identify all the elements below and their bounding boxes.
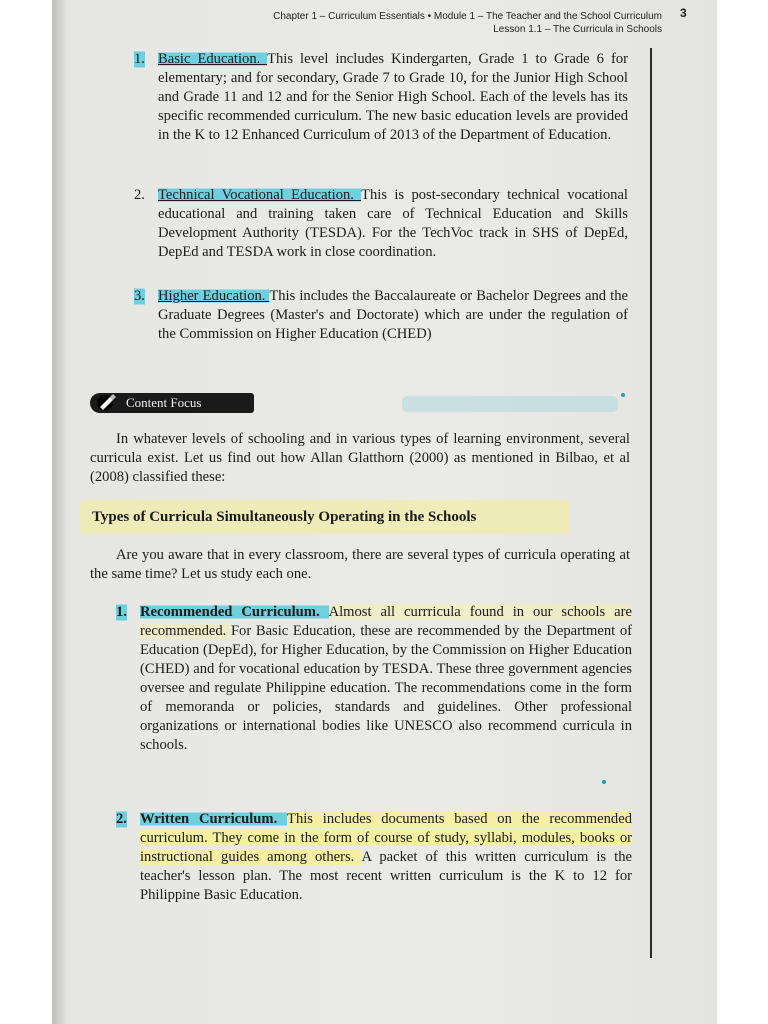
margin-rule	[650, 48, 652, 958]
ink-spot	[621, 393, 625, 397]
level-technical-vocational	[134, 186, 628, 262]
level-number: 3.	[134, 288, 145, 304]
level-basic-education	[134, 50, 628, 145]
level-term: Technical Vocational Education.	[158, 187, 362, 203]
section-heading: Types of Curricula Simultaneously Operating in the Schools	[92, 509, 477, 525]
content-focus-label: Content Focus	[126, 395, 202, 410]
level-number: 1.	[134, 51, 145, 67]
level-text: This includes the Baccalaureate or Bachelor Degrees and the Graduate Degrees (Master's and Doctorate) which are under the regulation of the Commission on Higher Education (CHED)	[158, 288, 629, 342]
level-higher-education	[134, 287, 629, 344]
running-head-line2: Lesson 1.1 – The Curricula in Schools	[493, 24, 662, 35]
type-written-curriculum	[116, 810, 632, 905]
level-term: Higher Education.	[158, 288, 270, 304]
type-highlighted-text: This includes documents based on the recommended curriculum. They come in the form of course of study, syllabi, modules, books or instructional guides among others.	[140, 811, 632, 865]
type-term: Recommended Curriculum.	[140, 604, 329, 620]
page-shadow	[52, 0, 66, 1024]
scanned-page	[52, 0, 717, 1024]
level-text: This is post-secondary technical vocational educational and training taken care of Technical Education and Skills Development Authority (TESDA). For the TechVoc track in SHS of DepEd, DepEd and TESDA work in close coordination.	[158, 187, 628, 260]
type-text: For Basic Education, these are recommended by the Department of Education (DepEd), for Higher Education, by the Commission on Higher Education (CHED) and for vocational education by TESDA. These three government agencies oversee and regulate Philippine education. The recommendations come in the form of memoranda or policies, standards and guidelines. Other professional organizations or international bodies like UNESCO also recommend curricula in schools.	[140, 623, 632, 753]
type-number: 1.	[116, 604, 127, 620]
ink-spot	[602, 780, 606, 784]
content-focus-intro: In whatever levels of schooling and in various types of learning environment, several curricula exist. Let us find out how Allan Glatthorn (2000) as mentioned in Bilbao, et al (2008) classified these:	[90, 431, 630, 485]
type-text: A packet of this written curriculum is the teacher's lesson plan. The most recent written curriculum is the K to 12 for Philippine Basic Education.	[140, 849, 632, 903]
level-text: This level includes Kindergarten, Grade 1 to Grade 6 for elementary; and for secondary, Grade 7 to Grade 10, for the Junior High School and Grade 11 and 12 and for the Senior High School. Each of the levels has its specific recommended curriculum. The new basic education levels are provided in the K to 12 Enhanced Curriculum of 2013 of the Department of Education.	[158, 51, 628, 143]
content-focus-tag	[90, 393, 254, 413]
running-head-line1: Chapter 1 – Curriculum Essentials • Module 1 – The Teacher and the School Curriculum	[273, 11, 662, 22]
running-head	[172, 10, 662, 36]
page-number: 3	[680, 6, 687, 20]
type-highlighted-text: Almost all currricula found in our schools are recommended.	[140, 604, 632, 639]
pencil-icon	[96, 394, 120, 412]
type-term: Written Curriculum.	[140, 811, 288, 827]
highlighter-mark	[402, 396, 618, 412]
level-term: Basic Education.	[158, 51, 268, 67]
level-number: 2.	[134, 187, 145, 203]
type-number: 2.	[116, 811, 127, 827]
section-intro: Are you aware that in every classroom, there are several types of curricula operating at the same time? Let us study each one.	[90, 547, 630, 582]
type-recommended-curriculum	[116, 603, 632, 755]
